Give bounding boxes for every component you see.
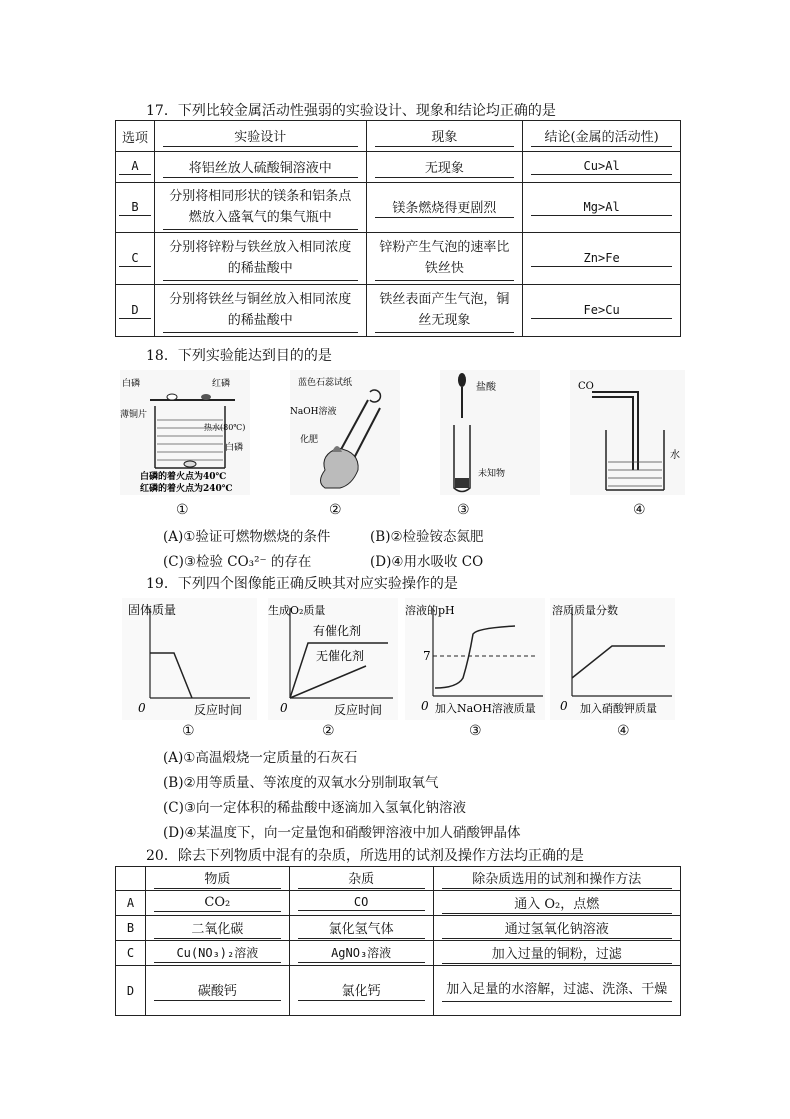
option-d: (D)④用水吸收 CO — [370, 554, 484, 570]
table-row: D 分别将铁丝与铜丝放入相同浓度的稀盐酸中 铁丝表面产生气泡，铜丝无现象 Fe>Cu — [116, 285, 681, 337]
header-cell: 物质 — [145, 867, 289, 891]
q20-table — [115, 866, 681, 1016]
figure-number: ② — [329, 502, 342, 518]
q19-title: 19．下列四个图像能正确反映其对应实验操作的是 — [146, 576, 458, 592]
x-axis-label: 反应时间 — [194, 703, 243, 717]
figure-number: ③ — [469, 723, 482, 739]
header-cell: 选项 — [116, 121, 155, 152]
header-cell: 结论(金属的活动性) — [523, 121, 681, 152]
co-absorb-figure — [570, 370, 685, 495]
fig1-note: 白磷的着火点为40℃ — [140, 472, 227, 482]
option-b: (B)②用等质量、等浓度的双氧水分别制取氧气 — [163, 775, 439, 791]
graph-1 — [122, 598, 257, 720]
header-cell: 现象 — [366, 121, 523, 152]
fig2-label: 蓝色石蕊试纸 — [298, 378, 353, 388]
carbonate-test-figure — [440, 370, 540, 495]
figure-number: ④ — [633, 502, 646, 518]
y-axis-label: 溶液的pH — [405, 604, 455, 617]
fig1-label: 红磷 — [212, 379, 231, 389]
fig3-label: 盐酸 — [476, 382, 496, 393]
header-cell — [116, 867, 146, 891]
table-row: A CO₂ CO 通入 O₂，点燃 — [116, 891, 681, 916]
q20-title: 20．除去下列物质中混有的杂质，所选用的试剂及操作方法均正确的是 — [146, 848, 584, 864]
fig3-label: 未知物 — [478, 469, 506, 479]
ammonium-test-figure — [290, 370, 400, 495]
q17-title: 17．下列比较金属活动性强弱的实验设计、现象和结论均正确的是 — [146, 103, 556, 119]
fig2-label: 化肥 — [300, 435, 319, 445]
fig1-label: 薄铜片 — [120, 410, 148, 420]
graph-3 — [405, 598, 545, 720]
figure-number: ① — [182, 723, 195, 739]
tick-label: 7 — [423, 649, 431, 663]
table-row: D 碳酸钙 氯化钙 加入足量的水溶解，过滤、洗涤、干燥 — [116, 966, 681, 1016]
fig2-label: NaOH溶液 — [290, 407, 337, 417]
figure-number: ④ — [617, 723, 630, 739]
table-row: C 分别将锌粉与铁丝放入相同浓度的稀盐酸中 锌粉产生气泡的速率比铁丝快 Zn>Fe — [116, 233, 681, 285]
graph-2 — [268, 598, 398, 720]
table-row: C Cu(NO₃)₂溶液 AgNO₃溶液 加入过量的铜粉，过滤 — [116, 941, 681, 966]
origin-label: 0 — [421, 699, 429, 713]
fig1-label: 白磷 — [122, 379, 141, 389]
origin-label: 0 — [138, 701, 146, 715]
option-b: (B)②检验铵态氮肥 — [370, 529, 484, 545]
header-cell: 实验设计 — [154, 121, 366, 152]
combustion-apparatus-figure — [120, 370, 250, 495]
q17-table — [115, 120, 681, 337]
table-row: A 将铝丝放人硫酸铜溶液中 无现象 Cu>Al — [116, 152, 681, 183]
y-axis-label: 溶质质量分数 — [552, 604, 618, 617]
option-c: (C)③检验 CO₃²⁻ 的存在 — [163, 554, 312, 570]
q18-title: 18．下列实验能达到目的的是 — [146, 348, 332, 364]
x-axis-label: 反应时间 — [334, 703, 383, 717]
fig1-label: 热水(80℃) — [204, 423, 246, 432]
table-header-row — [116, 121, 681, 152]
header-cell: 杂质 — [289, 867, 433, 891]
table-header-row — [116, 867, 681, 891]
y-axis-label: 固体质量 — [128, 603, 177, 617]
fig1-note: 红磷的着火点为240℃ — [140, 484, 233, 494]
graph-4 — [550, 598, 675, 720]
origin-label: 0 — [560, 699, 568, 713]
option-c: (C)③向一定体积的稀盐酸中逐滴加入氢氧化钠溶液 — [163, 800, 466, 816]
curve-label: 有催化剂 — [313, 624, 362, 638]
table-row: B 分别将相同形状的镁条和铝条点燃放入盛氧气的集气瓶中 镁条燃烧得更剧烈 Mg>Al — [116, 183, 681, 233]
x-axis-label: 加入NaOH溶液质量 — [435, 702, 536, 715]
fig1-label: 白磷 — [225, 443, 244, 453]
table-row: B 二氧化碳 氯化氢气体 通过氢氧化钠溶液 — [116, 916, 681, 941]
fig4-label: CO — [578, 381, 594, 392]
figure-number: ② — [322, 723, 335, 739]
x-axis-label: 加入硝酸钾质量 — [580, 702, 657, 715]
figure-number: ① — [176, 502, 189, 518]
option-d: (D)④某温度下，向一定量饱和硝酸钾溶液中加人硝酸钾晶体 — [163, 825, 521, 841]
option-a: (A)①高温煅烧一定质量的石灰石 — [163, 750, 358, 766]
header-cell: 除杂质选用的试剂和操作方法 — [433, 867, 681, 891]
origin-label: 0 — [280, 701, 288, 715]
curve-label: 无催化剂 — [316, 649, 365, 663]
y-axis-label: 生成O₂质量 — [268, 604, 326, 617]
option-a: (A)①验证可燃物燃烧的条件 — [163, 529, 331, 545]
figure-number: ③ — [457, 502, 470, 518]
fig4-label: 水 — [670, 450, 680, 461]
